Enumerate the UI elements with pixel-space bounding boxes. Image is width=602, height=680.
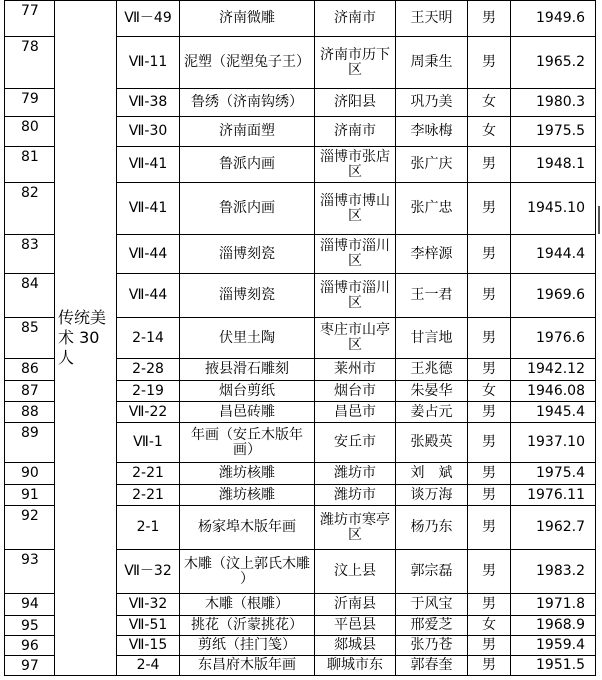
location-cell: 郯城县 <box>315 636 396 656</box>
birth-date-cell: 1971.8 <box>511 594 596 616</box>
gender-cell: 男 <box>468 636 511 656</box>
birth-date-cell: 1945.10 <box>511 183 596 235</box>
gender-cell: 女 <box>468 89 511 117</box>
birth-date-cell: 1969.6 <box>511 274 596 318</box>
project-code-cell: Ⅶ-15 <box>117 636 180 656</box>
gender-cell: 男 <box>468 147 511 183</box>
row-number-cell: 81 <box>5 147 55 183</box>
inheritor-name-cell: 姜占元 <box>396 402 468 423</box>
location-cell: 枣庄市山亭区 <box>315 318 396 359</box>
project-name-cell: 剪纸（挂门笺） <box>180 636 315 656</box>
row-number-cell: 79 <box>5 89 55 117</box>
project-name-cell: 泥塑（泥塑兔子王） <box>180 37 315 89</box>
row-number-cell: 87 <box>5 381 55 402</box>
location-cell: 沂南县 <box>315 594 396 616</box>
project-name-cell: 掖县滑石雕刻 <box>180 359 315 381</box>
birth-date-cell: 1942.12 <box>511 359 596 381</box>
gender-cell: 男 <box>468 37 511 89</box>
birth-date-cell: 1983.2 <box>511 550 596 594</box>
birth-date-cell: 1946.08 <box>511 381 596 402</box>
birth-date-cell: 1951.5 <box>511 656 596 676</box>
project-name-cell: 伏里土陶 <box>180 318 315 359</box>
inheritor-name-cell: 张殿英 <box>396 423 468 463</box>
birth-date-cell: 1965.2 <box>511 37 596 89</box>
row-number-cell: 77 <box>5 1 55 37</box>
gender-cell: 男 <box>468 463 511 485</box>
birth-date-cell: 1975.4 <box>511 463 596 485</box>
location-cell: 淄博市博山区 <box>315 183 396 235</box>
gender-cell: 女 <box>468 616 511 636</box>
gender-cell: 男 <box>468 423 511 463</box>
project-name-cell: 东昌府木版年画 <box>180 656 315 676</box>
inheritor-name-cell: 郭宗磊 <box>396 550 468 594</box>
birth-date-cell: 1975.5 <box>511 117 596 147</box>
project-code-cell: Ⅶ－32 <box>117 550 180 594</box>
project-name-cell: 挑花（沂蒙挑花） <box>180 616 315 636</box>
gender-cell: 男 <box>468 594 511 616</box>
birth-date-cell: 1945.4 <box>511 402 596 423</box>
project-name-cell: 济南面塑 <box>180 117 315 147</box>
project-name-cell: 潍坊核雕 <box>180 463 315 485</box>
location-cell: 平邑县 <box>315 616 396 636</box>
project-code-cell: Ⅶ-44 <box>117 274 180 318</box>
gender-cell: 男 <box>468 485 511 506</box>
inheritor-name-cell: 谈万海 <box>396 485 468 506</box>
project-code-cell: 2-1 <box>117 506 180 550</box>
gender-cell: 男 <box>468 183 511 235</box>
project-name-cell: 潍坊核雕 <box>180 485 315 506</box>
row-number-cell: 91 <box>5 485 55 506</box>
row-number-cell: 95 <box>5 616 55 636</box>
inheritor-name-cell: 杨乃东 <box>396 506 468 550</box>
project-code-cell: 2-19 <box>117 381 180 402</box>
inheritor-name-cell: 巩乃美 <box>396 89 468 117</box>
gender-cell: 男 <box>468 235 511 274</box>
project-code-cell: Ⅶ-51 <box>117 616 180 636</box>
row-number-cell: 78 <box>5 37 55 89</box>
project-code-cell: Ⅶ－49 <box>117 1 180 37</box>
inheritor-name-cell: 王天明 <box>396 1 468 37</box>
project-name-cell: 杨家埠木版年画 <box>180 506 315 550</box>
project-code-cell: 2-4 <box>117 656 180 676</box>
project-code-cell: Ⅶ-41 <box>117 147 180 183</box>
category-cell: 传统美术 30 人 <box>55 1 117 676</box>
location-cell: 淄博市淄川区 <box>315 274 396 318</box>
location-cell: 潍坊市寒亭区 <box>315 506 396 550</box>
scroll-marker <box>598 206 600 234</box>
project-code-cell: Ⅶ-1 <box>117 423 180 463</box>
location-cell: 济南市 <box>315 1 396 37</box>
birth-date-cell: 1980.3 <box>511 89 596 117</box>
project-name-cell: 烟台剪纸 <box>180 381 315 402</box>
project-code-cell: Ⅶ-38 <box>117 89 180 117</box>
inheritor-name-cell: 于风宝 <box>396 594 468 616</box>
row-number-cell: 82 <box>5 183 55 235</box>
inheritor-name-cell: 周秉生 <box>396 37 468 89</box>
project-name-cell: 淄博刻瓷 <box>180 274 315 318</box>
location-cell: 聊城市东 <box>315 656 396 676</box>
birth-date-cell: 1976.6 <box>511 318 596 359</box>
gender-cell: 女 <box>468 117 511 147</box>
project-code-cell: Ⅶ-44 <box>117 235 180 274</box>
location-cell: 济南市 <box>315 117 396 147</box>
gender-cell: 男 <box>468 1 511 37</box>
inheritor-name-cell: 郭春奎 <box>396 656 468 676</box>
project-code-cell: Ⅶ-11 <box>117 37 180 89</box>
location-cell: 潍坊市 <box>315 463 396 485</box>
birth-date-cell: 1949.6 <box>511 1 596 37</box>
inheritor-name-cell: 王兆德 <box>396 359 468 381</box>
gender-cell: 男 <box>468 359 511 381</box>
birth-date-cell: 1976.11 <box>511 485 596 506</box>
project-code-cell: Ⅶ-41 <box>117 183 180 235</box>
row-number-cell: 93 <box>5 550 55 594</box>
location-cell: 安丘市 <box>315 423 396 463</box>
project-code-cell: Ⅶ-30 <box>117 117 180 147</box>
inheritor-name-cell: 刘 斌 <box>396 463 468 485</box>
project-name-cell: 年画（安丘木版年画） <box>180 423 315 463</box>
project-code-cell: 2-21 <box>117 463 180 485</box>
inheritor-name-cell: 朱晏华 <box>396 381 468 402</box>
inheritor-name-cell: 张乃苍 <box>396 636 468 656</box>
inheritor-name-cell: 甘言地 <box>396 318 468 359</box>
gender-cell: 男 <box>468 274 511 318</box>
project-name-cell: 淄博刻瓷 <box>180 235 315 274</box>
row-number-cell: 92 <box>5 506 55 550</box>
gender-cell: 女 <box>468 381 511 402</box>
project-name-cell: 木雕（根雕） <box>180 594 315 616</box>
row-number-cell: 90 <box>5 463 55 485</box>
birth-date-cell: 1962.7 <box>511 506 596 550</box>
location-cell: 济南市历下区 <box>315 37 396 89</box>
project-name-cell: 鲁绣（济南钩绣） <box>180 89 315 117</box>
project-code-cell: Ⅶ-22 <box>117 402 180 423</box>
gender-cell: 男 <box>468 550 511 594</box>
location-cell: 汶上县 <box>315 550 396 594</box>
row-number-cell: 86 <box>5 359 55 381</box>
birth-date-cell: 1944.4 <box>511 235 596 274</box>
inheritor-name-cell: 李梓源 <box>396 235 468 274</box>
location-cell: 昌邑市 <box>315 402 396 423</box>
gender-cell: 男 <box>468 318 511 359</box>
inheritor-name-cell: 王一君 <box>396 274 468 318</box>
project-code-cell: Ⅶ-32 <box>117 594 180 616</box>
project-code-cell: 2-14 <box>117 318 180 359</box>
project-code-cell: 2-28 <box>117 359 180 381</box>
project-name-cell: 济南微雕 <box>180 1 315 37</box>
birth-date-cell: 1937.10 <box>511 423 596 463</box>
row-number-cell: 89 <box>5 423 55 463</box>
inheritor-name-cell: 张广庆 <box>396 147 468 183</box>
birth-date-cell: 1959.4 <box>511 636 596 656</box>
inheritor-name-cell: 邢爱芝 <box>396 616 468 636</box>
heritage-inheritors-table <box>4 0 596 676</box>
location-cell: 潍坊市 <box>315 485 396 506</box>
row-number-cell: 85 <box>5 318 55 359</box>
location-cell: 淄博市张店区 <box>315 147 396 183</box>
gender-cell: 男 <box>468 402 511 423</box>
location-cell: 济阳县 <box>315 89 396 117</box>
row-number-cell: 83 <box>5 235 55 274</box>
row-number-cell: 80 <box>5 117 55 147</box>
project-name-cell: 鲁派内画 <box>180 147 315 183</box>
row-number-cell: 94 <box>5 594 55 616</box>
gender-cell: 男 <box>468 656 511 676</box>
row-number-cell: 96 <box>5 636 55 656</box>
row-number-cell: 97 <box>5 656 55 676</box>
project-code-cell: 2-21 <box>117 485 180 506</box>
row-number-cell: 88 <box>5 402 55 423</box>
birth-date-cell: 1948.1 <box>511 147 596 183</box>
project-name-cell: 木雕（汶上郭氏木雕 ） <box>180 550 315 594</box>
project-name-cell: 昌邑砖雕 <box>180 402 315 423</box>
project-name-cell: 鲁派内画 <box>180 183 315 235</box>
table-row <box>5 1 596 37</box>
location-cell: 淄博市淄川区 <box>315 235 396 274</box>
location-cell: 烟台市 <box>315 381 396 402</box>
location-cell: 莱州市 <box>315 359 396 381</box>
row-number-cell: 84 <box>5 274 55 318</box>
gender-cell: 男 <box>468 506 511 550</box>
inheritor-name-cell: 张广忠 <box>396 183 468 235</box>
birth-date-cell: 1968.9 <box>511 616 596 636</box>
inheritor-name-cell: 李咏梅 <box>396 117 468 147</box>
